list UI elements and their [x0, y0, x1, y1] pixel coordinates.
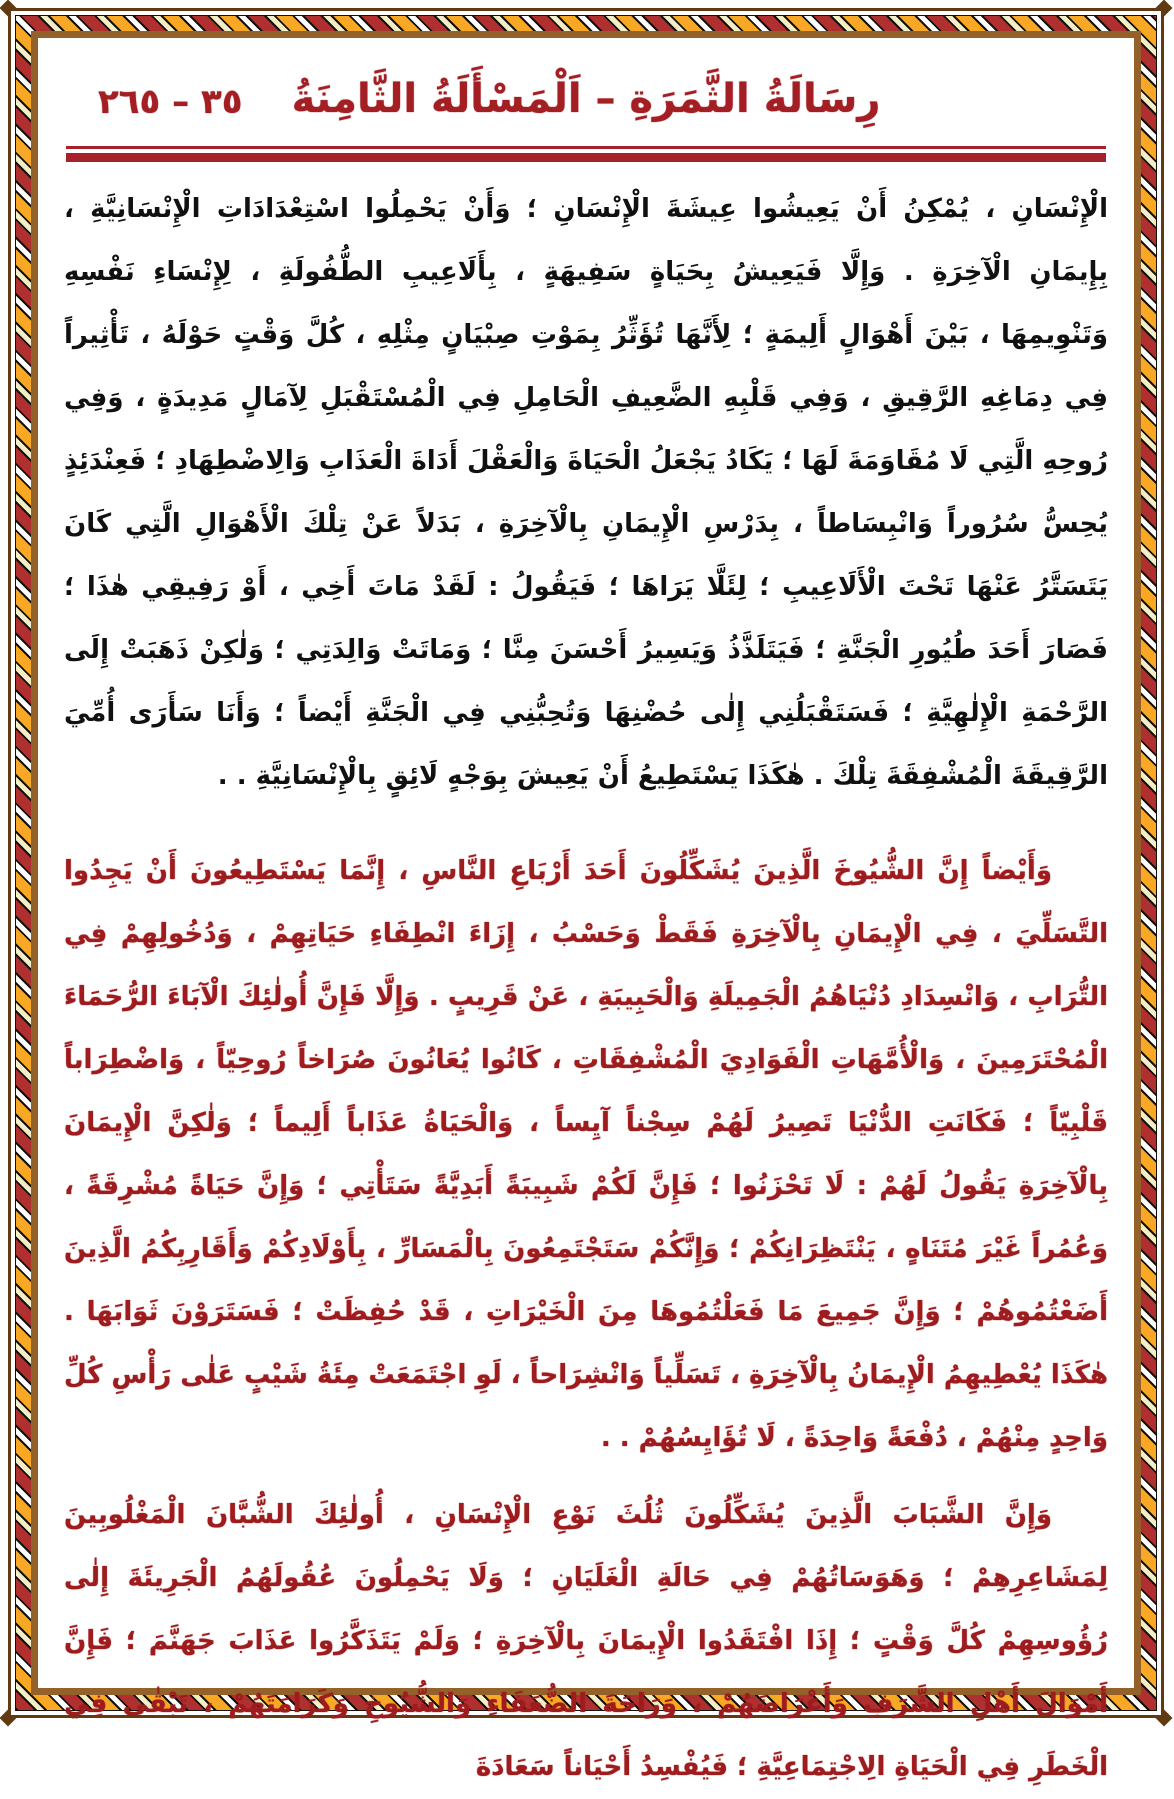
page-content — [38, 38, 1134, 1782]
page-header — [64, 64, 1108, 140]
inner-frame-rule — [31, 31, 1141, 1782]
header-divider-double-rule — [66, 146, 1106, 162]
page-title: رِسَالَةُ الثَّمَرَةِ – اَلْمَسْأَلَةُ الثَّامِنَةُ — [291, 76, 881, 122]
page-numbers: ٣٥ – ٢٦٥ — [98, 82, 243, 122]
paragraph-youth-red: وَإِنَّ الشَّبَابَ الَّذِينَ يُشَكِّلُونَ ثُلُثَ نَوْعِ الْإِنْسَانِ ، أُولٰئِكَ الشُّبَّانَ الْمَغْلُوبِينَ لِمَشَاعِرِهِمْ ؛ وَهَوَسَاتُهُمْ فِي حَالَةِ الْغَلَيَانِ ؛ وَلَا يَحْمِلُونَ عُقُولَهُمُ الْجَرِيئَةَ إِلٰى رُؤُوسِهِمْ كُلَّ وَقْتٍ ؛ إِذَا افْتَقَدُوا الْإِيمَانَ بِالْآخِرَةِ ؛ وَلَمْ يَتَذَكَّرُوا عَذَابَ جَهَنَّمَ ؛ فَإِنَّ أَمْوَالَ أَهْلِ الشَّرَفِ وَأَعْرَاضَهُمْ ، وَرَاحَةَ الضُّعَفَاءِ وَالشُّيُوخِ وَكَرَامَتَهُمْ ، تَبْقٰى فِي الْخَطَرِ فِي الْحَيَاةِ الِاجْتِمَاعِيَّةِ ؛ فَيُفْسِدُ أَحْيَاناً سَعَادَةَ — [64, 1500, 1108, 1782]
paragraph-elderly-red: وَأَيْضاً إِنَّ الشُّيُوخَ الَّذِينَ يُشَكِّلُونَ أَحَدَ أَرْبَاعِ النَّاسِ ، إِنَّمَا يَسْتَطِيعُونَ أَنْ يَجِدُوا التَّسَلِّيَ ، فِي الْإِيمَانِ بِالْآخِرَةِ فَقَطْ وَحَسْبُ ، إِزَاءَ انْطِفَاءِ حَيَاتِهِمْ ، وَدُخُولِهِمْ فِي التُّرَابِ ، وَانْسِدَادِ دُنْيَاهُمُ الْجَمِيلَةِ وَالْحَبِيبَةِ ، عَنْ قَرِيبٍ . وَإِلَّا فَإِنَّ أُولٰئِكَ الْآبَاءَ الرُّحَمَاءَ الْمُحْتَرَمِينَ ، وَالْأُمَّهَاتِ الْفَوَادِيَ الْمُشْفِقَاتِ ، كَانُوا يُعَانُونَ صُرَاخاً رُوحِيّاً ، وَاضْطِرَاباً قَلْبِيّاً ؛ فَكَانَتِ الدُّنْيَا تَصِيرُ لَهُمْ سِجْناً آيِساً ، وَالْحَيَاةُ عَذَاباً أَلِيماً ؛ وَلٰكِنَّ الْإِيمَانَ بِالْآخِرَةِ يَقُولُ لَهُمْ : لَا تَحْزَنُوا ؛ فَإِنَّ لَكُمْ شَبِيبَةً أَبَدِيَّةً سَتَأْتِي ؛ وَإِنَّ حَيَاةً مُشْرِقَةً ، وَعُمُراً غَيْرَ مُتَنَاهٍ ، يَنْتَظِرَانِكُمْ ؛ وَإِنَّكُمْ سَتَجْتَمِعُونَ بِالْمَسَارِّ ، بِأَوْلَادِكُمْ وَأَقَارِبِكُمُ الَّذِينَ أَضَعْتُمُوهُمْ ؛ وَإِنَّ جَمِيعَ مَا فَعَلْتُمُوهَا مِنَ الْخَيْرَاتِ ، قَدْ حُفِظَتْ ؛ فَسَتَرَوْنَ ثَوَابَهَا . هٰكَذَا يُعْطِيهِمُ الْإِيمَانُ بِالْآخِرَةِ ، تَسَلِّياً وَانْشِرَاحاً ، لَوِ اجْتَمَعَتْ مِئَةُ شَيْبٍ عَلٰى رَأْسِ كُلِّ وَاحِدٍ مِنْهُمْ ، دُفْعَةً وَاحِدَةً ، لَا تُؤَايِسُهُمْ . . — [64, 856, 1108, 1453]
paragraph-continuation-black: الْإِنْسَانِ ، يُمْكِنُ أَنْ يَعِيشُوا عِيشَةَ الْإِنْسَانِ ؛ وَأَنْ يَحْمِلُوا اسْتِعْدَادَاتِ الْإِنْسَانِيَّةِ ، بِإِيمَانِ الْآخِرَةِ . وَإِلَّا فَيَعِيشُ بِحَيَاةٍ سَفِيهَةٍ ، بِأَلَاعِيبِ الطُّفُولَةِ ، لِإِنْسَاءِ نَفْسِهِ وَتَنْوِيمِهَا ، بَيْنَ أَهْوَالٍ أَلِيمَةٍ ؛ لِأَنَّهَا تُؤَثِّرُ بِمَوْتِ صِبْيَانٍ مِثْلِهِ ، كُلَّ وَقْتٍ حَوْلَهُ ، تَأْثِيراً فِي دِمَاغِهِ الرَّقِيقِ ، وَفِي قَلْبِهِ الضَّعِيفِ الْحَامِلِ فِي الْمُسْتَقْبَلِ لِآمَالٍ مَدِيدَةٍ ، وَفِي رُوحِهِ الَّتِي لَا مُقَاوَمَةَ لَهَا ؛ يَكَادُ يَجْعَلُ الْحَيَاةَ وَالْعَقْلَ أَدَاةَ الْعَذَابِ وَالِاضْطِهَادِ ؛ فَعِنْدَئِذٍ يُحِسُّ سُرُوراً وَانْبِسَاطاً ، بِدَرْسِ الْإِيمَانِ بِالْآخِرَةِ ، بَدَلاً عَنْ تِلْكَ الْأَهْوَالِ الَّتِي كَانَ يَتَسَتَّرُ عَنْهَا تَحْتَ الْأَلَاعِيبِ ؛ لِئَلَّا يَرَاهَا ؛ فَيَقُولُ : لَقَدْ مَاتَ أَخِي ، أَوْ رَفِيقِي هٰذَا ؛ فَصَارَ أَحَدَ طُيُورِ الْجَنَّةِ ؛ فَيَتَلَذَّذُ وَيَسِيرُ أَحْسَنَ مِنَّا ؛ وَمَاتَتْ وَالِدَتِي ؛ وَلٰكِنْ ذَهَبَتْ إِلَى الرَّحْمَةِ الْإِلٰهِيَّةِ ؛ فَسَتَقْبَلُنِي إِلٰى حُضْنِهَا وَتُحِبُّنِي فِي الْجَنَّةِ أَيْضاً ؛ وَأَنَا سَأَرَى أُمِّيَ الرَّقِيقَةَ الْمُشْفِقَةَ تِلْكَ . هٰكَذَا يَسْتَطِيعُ أَنْ يَعِيشَ بِوَجْهٍ لَائِقٍ بِالْإِنْسَانِيَّةِ . . — [64, 194, 1108, 791]
decorative-page-frame — [8, 8, 1164, 1782]
braided-ribbon-border — [15, 15, 1157, 1782]
